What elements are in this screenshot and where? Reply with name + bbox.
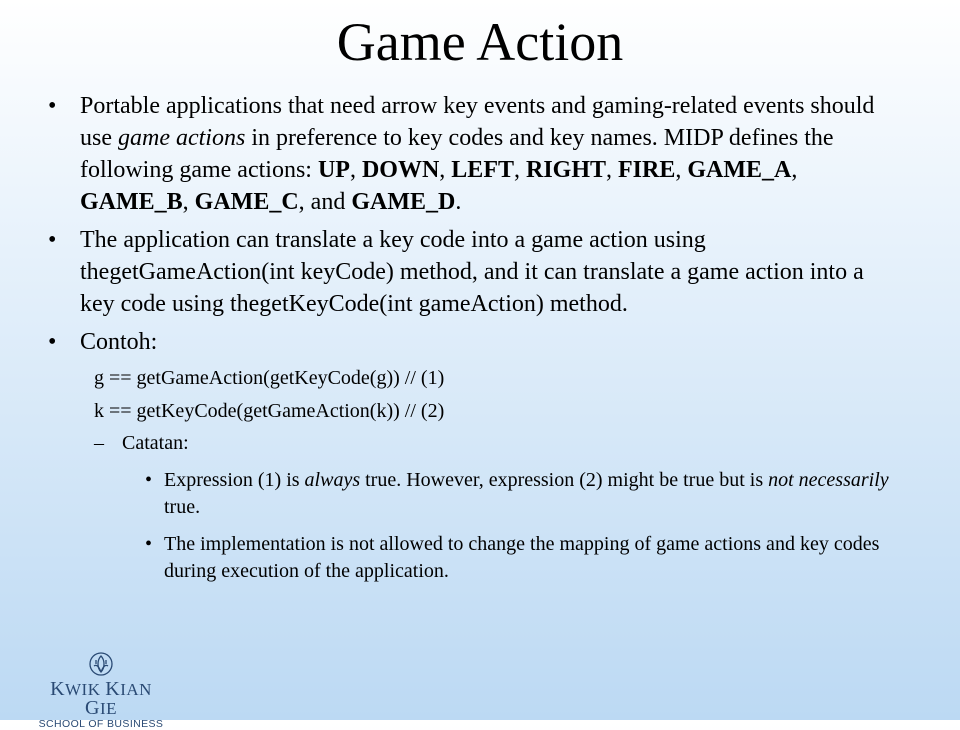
bullet-text: Contoh: <box>80 329 158 355</box>
bullet-marker: • <box>48 93 57 119</box>
action-down: DOWN <box>361 157 440 183</box>
sub-bullet-catatan <box>94 429 189 457</box>
lotus-emblem-icon <box>88 650 114 678</box>
action-game-a: GAME_A <box>687 157 792 183</box>
note-text: Expression (1) is always true. However, expression (2) might be true but is not necessarily true. <box>164 469 889 518</box>
bullet-translation <box>48 224 898 320</box>
action-up: UP <box>317 157 350 183</box>
note-implementation <box>145 531 905 585</box>
bullet-marker: • <box>145 469 153 491</box>
emphasis-game-actions: game actions <box>118 125 246 151</box>
bullet-marker: • <box>145 533 153 555</box>
action-fire: FIRE <box>618 157 676 183</box>
action-game-b: GAME_B <box>80 189 183 215</box>
sub-bullet-text: Catatan: <box>122 432 189 454</box>
slide-title: Game Action <box>336 12 624 72</box>
dash-marker: – <box>94 432 104 454</box>
code-line-1: g == getGameAction(getKeyCode(g)) // (1) <box>94 367 445 389</box>
bullet-marker: • <box>48 329 57 355</box>
action-left: LEFT <box>451 157 514 183</box>
note-text: The implementation is not allowed to change the mapping of game actions and key codes during execution of the application. <box>164 533 880 582</box>
emphasis-always: always <box>304 469 361 491</box>
logo-subtitle: SCHOOL OF BUSINESS <box>38 718 164 730</box>
action-game-d: GAME_D <box>351 189 456 215</box>
bullet-contoh <box>48 326 898 358</box>
emphasis-not-necessarily: not necessarily <box>768 469 889 491</box>
bullet-text: The application can translate a key code into a game action using thegetGameAction(int keyCode) method, and it can translate a game action into a key code using thegetKeyCode(int gameAction) method. <box>80 227 864 317</box>
action-right: RIGHT <box>525 157 606 183</box>
school-logo <box>36 650 166 730</box>
bullet-game-actions <box>48 90 898 218</box>
code-line-2: k == getKeyCode(getGameAction(k)) // (2) <box>94 400 445 422</box>
action-game-c: GAME_C <box>194 189 299 215</box>
logo-wordmark: KWIK KIAN GIE <box>50 678 152 719</box>
bullet-marker: • <box>48 227 57 253</box>
bullet-text: Portable applications that need arrow key events and gaming-related events should use game actions in preference to key codes and key names. MIDP defines the following game actions: UP, DOWN, LEFT, RIGHT, FIRE, GAME_A, GAME_B, GAME_C, and GAME_D. <box>80 93 875 215</box>
note-expression <box>145 467 905 521</box>
